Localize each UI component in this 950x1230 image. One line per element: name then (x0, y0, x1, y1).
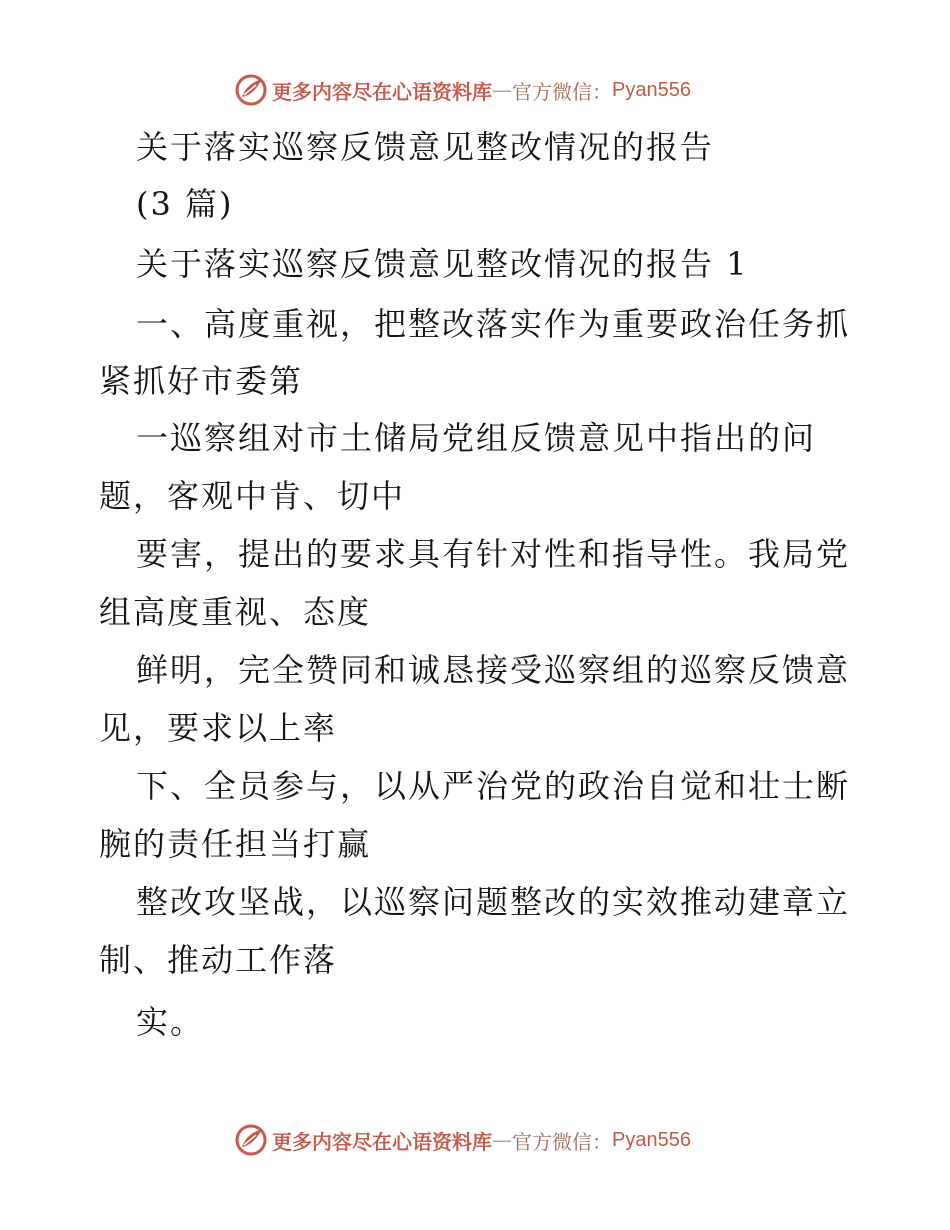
body-line: 腕的责任担当打赢 (99, 825, 372, 863)
watermark-text: 更多内容尽在心语资料库 (272, 79, 492, 104)
watermark-wechat-id: Pyan556 (612, 1128, 691, 1151)
body-line: 组高度重视、态度 (99, 593, 372, 631)
body-line: 题，客观中肯、切中 (99, 477, 406, 515)
document-title: 关于落实巡察反馈意见整改情况的报告 (136, 128, 715, 166)
body-line: 关于落实巡察反馈意见整改情况的报告 1 (136, 245, 749, 283)
body-line: 见，要求以上率 (99, 709, 338, 747)
body-line: 下、全员参与，以从严治党的政治自觉和壮士断 (136, 767, 851, 805)
header-watermark (234, 72, 691, 108)
watermark-dash: — (492, 78, 512, 102)
footer-watermark (234, 1122, 691, 1158)
body-line: 整改攻坚战，以巡察问题整改的实效推动建章立 (136, 883, 851, 921)
body-line: 实。 (136, 1003, 205, 1041)
body-line: 要害，提出的要求具有针对性和指导性。我局党 (136, 535, 851, 573)
body-line: 紧抓好市委第 (99, 362, 304, 400)
watermark-official-label: 官方微信： (512, 1129, 612, 1154)
watermark-dash: — (492, 1128, 512, 1152)
leaf-logo-icon (234, 1123, 268, 1157)
body-line: 一巡察组对市土储局党组反馈意见中指出的问 (136, 419, 817, 457)
watermark-text: 更多内容尽在心语资料库 (272, 1129, 492, 1154)
body-line: 鲜明，完全赞同和诚恳接受巡察组的巡察反馈意 (136, 651, 851, 689)
watermark-wechat-id: Pyan556 (612, 78, 691, 101)
body-line: 制、推动工作落 (99, 941, 338, 979)
leaf-logo-icon (234, 73, 268, 107)
watermark-official-label: 官方微信： (512, 79, 612, 104)
body-line: 一、高度重视，把整改落实作为重要政治任务抓 (136, 305, 851, 343)
document-subtitle: (3 篇) (136, 185, 234, 223)
